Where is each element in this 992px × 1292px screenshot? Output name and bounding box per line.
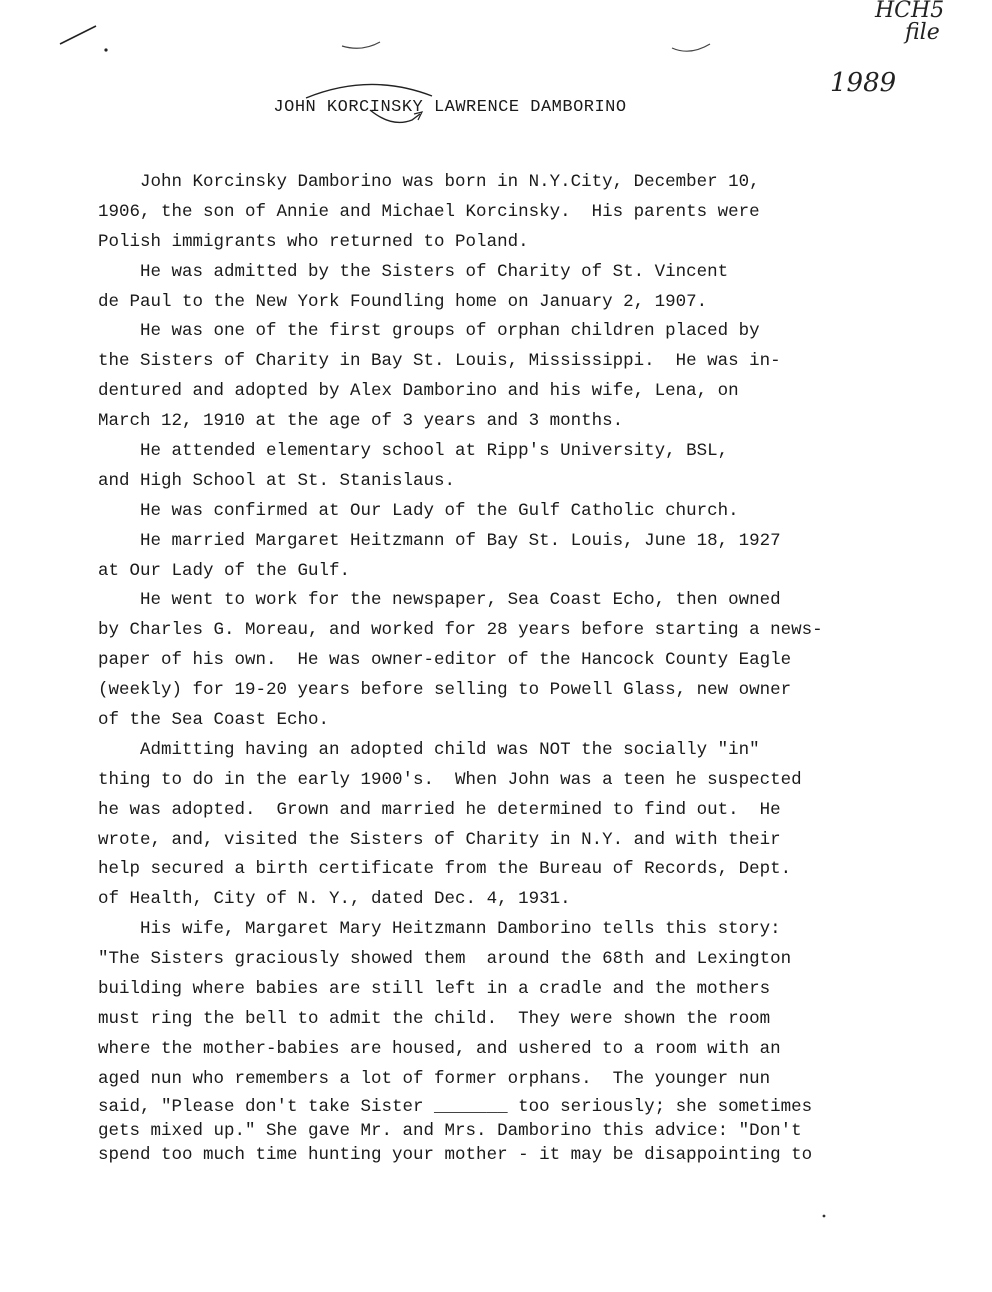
text-line: He attended elementary school at Ripp's University, BSL, xyxy=(98,441,729,462)
text-line: of Health, City of N. Y., dated Dec. 4, 1931. xyxy=(98,889,571,910)
text-line: gets mixed up." She gave Mr. and Mrs. Damborino this advice: "Don't xyxy=(98,1120,802,1141)
pen-stroke-top-left xyxy=(60,26,96,44)
text-line: help secured a birth certificate from the Bureau of Records, Dept. xyxy=(98,859,792,880)
text-line: wrote, and, visited the Sisters of Charity in N.Y. and with their xyxy=(98,829,781,850)
text-line: the Sisters of Charity in Bay St. Louis, Mississippi. He was in- xyxy=(98,351,781,372)
text-line: His wife, Margaret Mary Heitzmann Damborino tells this story: xyxy=(98,919,781,940)
pen-smudge-left xyxy=(342,42,380,48)
text-line: building where babies are still left in a cradle and the mothers xyxy=(98,979,771,1000)
text-line: aged nun who remembers a lot of former orphans. The younger nun xyxy=(98,1068,771,1089)
text-line: (weekly) for 19-20 years before selling to Powell Glass, new owner xyxy=(98,680,792,701)
text-line: where the mother-babies are housed, and ushered to a room with an xyxy=(98,1038,781,1059)
text-line: Admitting having an adopted child was NOT the socially "in" xyxy=(98,739,760,760)
text-line: at Our Lady of the Gulf. xyxy=(98,560,351,581)
text-line: thing to do in the early 1900's. When John was a teen he suspected xyxy=(98,769,802,790)
document-body xyxy=(98,168,938,1167)
handwritten-year: 1989 xyxy=(830,68,897,98)
text-line: must ring the bell to admit the child. They were shown the room xyxy=(98,1008,771,1029)
text-line: by Charles G. Moreau, and worked for 28 years before starting a news- xyxy=(98,620,823,641)
text-line: He was admitted by the Sisters of Charity of St. Vincent xyxy=(98,261,729,282)
text-line: and High School at St. Stanislaus. xyxy=(98,470,456,491)
document-title: JOHN KORCINSKY LAWRENCE DAMBORINO xyxy=(273,98,627,117)
text-line: spend too much time hunting your mother - it may be disappointing to xyxy=(98,1144,813,1165)
text-line: John Korcinsky Damborino was born in N.Y.City, December 10, xyxy=(98,172,760,192)
text-line: said, "Please don't take Sister _______ too seriously; she sometimes xyxy=(98,1096,813,1117)
handwritten-note-line2: file xyxy=(905,20,940,45)
text-line: he was adopted. Grown and married he determined to find out. He xyxy=(98,799,781,820)
text-line: Polish immigrants who returned to Poland. xyxy=(98,231,529,252)
text-line: paper of his own. He was owner-editor of the Hancock County Eagle xyxy=(98,650,792,671)
text-line: He went to work for the newspaper, Sea Coast Echo, then owned xyxy=(98,590,781,611)
text-line: of the Sea Coast Echo. xyxy=(98,710,330,731)
stray-dot xyxy=(823,1215,826,1218)
text-line: March 12, 1910 at the age of 3 years and 3 months. xyxy=(98,411,624,432)
handwritten-correction-arc xyxy=(306,84,432,98)
text-line: He was one of the first groups of orphan children placed by xyxy=(98,321,760,342)
text-line: de Paul to the New York Foundling home on January 2, 1907. xyxy=(98,291,708,312)
text-line: dentured and adopted by Alex Damborino and his wife, Lena, on xyxy=(98,381,739,402)
text-line: "The Sisters graciously showed them around the 68th and Lexington xyxy=(98,949,792,970)
pen-dot xyxy=(104,48,107,51)
handwritten-note-line1: HCH5 xyxy=(875,0,945,23)
text-line: He was confirmed at Our Lady of the Gulf Catholic church. xyxy=(98,500,739,521)
pen-smudge-right xyxy=(672,44,710,51)
text-line: 1906, the son of Annie and Michael Korcinsky. His parents were xyxy=(98,201,760,222)
text-line: He married Margaret Heitzmann of Bay St. Louis, June 18, 1927 xyxy=(98,530,781,551)
